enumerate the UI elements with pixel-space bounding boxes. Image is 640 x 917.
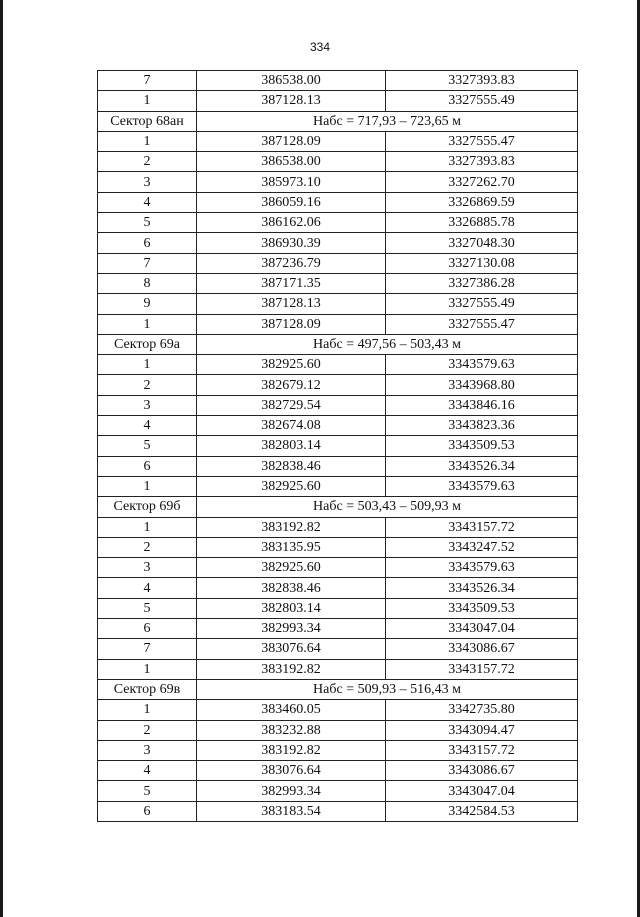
table-row [98, 355, 578, 375]
table-row [98, 781, 578, 801]
coordinate-y: 3342584.53 [386, 801, 578, 821]
coordinate-x: 387128.13 [197, 294, 386, 314]
point-number: 8 [98, 273, 197, 293]
point-number: 7 [98, 639, 197, 659]
coordinate-x: 383135.95 [197, 537, 386, 557]
coordinate-y: 3343968.80 [386, 375, 578, 395]
coordinate-x: 386538.00 [197, 71, 386, 91]
coordinate-x: 382925.60 [197, 355, 386, 375]
coordinate-x: 383232.88 [197, 720, 386, 740]
coordinate-x: 382674.08 [197, 416, 386, 436]
coordinate-x: 383076.64 [197, 761, 386, 781]
point-number: 3 [98, 740, 197, 760]
point-number: 4 [98, 761, 197, 781]
sector-header-row [98, 111, 578, 131]
coordinate-x: 387128.09 [197, 131, 386, 151]
point-number: 5 [98, 781, 197, 801]
point-number: 1 [98, 476, 197, 496]
sector-name: Сектор 69б [98, 497, 197, 517]
coordinate-x: 387236.79 [197, 253, 386, 273]
coordinate-y: 3343094.47 [386, 720, 578, 740]
coordinate-y: 3343086.67 [386, 639, 578, 659]
coordinate-y: 3327262.70 [386, 172, 578, 192]
coordinate-y: 3343047.04 [386, 781, 578, 801]
table-row [98, 213, 578, 233]
point-number: 7 [98, 71, 197, 91]
sector-height-range: Набс = 503,43 – 509,93 м [197, 497, 578, 517]
table-row [98, 720, 578, 740]
coordinate-x: 387128.09 [197, 314, 386, 334]
point-number: 6 [98, 456, 197, 476]
point-number: 3 [98, 395, 197, 415]
point-number: 6 [98, 801, 197, 821]
point-number: 5 [98, 436, 197, 456]
table-row [98, 436, 578, 456]
coordinate-y: 3343509.53 [386, 598, 578, 618]
coordinate-x: 383192.82 [197, 517, 386, 537]
coordinate-x: 383076.64 [197, 639, 386, 659]
sector-height-range: Набс = 509,93 – 516,43 м [197, 679, 578, 699]
table-row [98, 273, 578, 293]
point-number: 2 [98, 720, 197, 740]
point-number: 7 [98, 253, 197, 273]
point-number: 1 [98, 131, 197, 151]
table-row [98, 558, 578, 578]
table-row [98, 91, 578, 111]
page-number: 334 [309, 40, 331, 54]
table-row [98, 233, 578, 253]
table-row [98, 517, 578, 537]
table-row [98, 131, 578, 151]
point-number: 6 [98, 233, 197, 253]
point-number: 5 [98, 213, 197, 233]
coordinate-x: 386059.16 [197, 192, 386, 212]
table-row [98, 639, 578, 659]
point-number: 1 [98, 314, 197, 334]
table-row [98, 700, 578, 720]
table-row [98, 253, 578, 273]
point-number: 1 [98, 91, 197, 111]
coordinate-y: 3327393.83 [386, 152, 578, 172]
coordinate-x: 383192.82 [197, 740, 386, 760]
table-row [98, 537, 578, 557]
coordinate-y: 3343157.72 [386, 659, 578, 679]
point-number: 2 [98, 152, 197, 172]
coordinate-x: 382803.14 [197, 436, 386, 456]
coordinate-y: 3343846.16 [386, 395, 578, 415]
table-row [98, 192, 578, 212]
table-row [98, 761, 578, 781]
coordinate-y: 3343579.63 [386, 476, 578, 496]
point-number: 2 [98, 375, 197, 395]
coordinate-x: 382925.60 [197, 558, 386, 578]
table-row [98, 740, 578, 760]
coordinate-y: 3326885.78 [386, 213, 578, 233]
table-row [98, 456, 578, 476]
coordinate-x: 382838.46 [197, 578, 386, 598]
coordinate-y: 3327555.49 [386, 91, 578, 111]
coordinate-x: 387128.13 [197, 91, 386, 111]
table-row [98, 619, 578, 639]
coordinate-y: 3343157.72 [386, 517, 578, 537]
sector-height-range: Набс = 717,93 – 723,65 м [197, 111, 578, 131]
coordinate-x: 382838.46 [197, 456, 386, 476]
coordinate-y: 3343579.63 [386, 558, 578, 578]
coordinate-y: 3343823.36 [386, 416, 578, 436]
point-number: 2 [98, 537, 197, 557]
coordinate-y: 3327386.28 [386, 273, 578, 293]
point-number: 1 [98, 517, 197, 537]
coordinate-x: 385973.10 [197, 172, 386, 192]
coordinate-y: 3343526.34 [386, 456, 578, 476]
coordinate-x: 383183.54 [197, 801, 386, 821]
sector-name: Сектор 68ан [98, 111, 197, 131]
table-row [98, 294, 578, 314]
coordinate-x: 382925.60 [197, 476, 386, 496]
coordinate-y: 3327048.30 [386, 233, 578, 253]
coordinate-y: 3343086.67 [386, 761, 578, 781]
coordinates-table [97, 70, 578, 822]
coordinate-y: 3342735.80 [386, 700, 578, 720]
table-row [98, 71, 578, 91]
point-number: 4 [98, 416, 197, 436]
table-row [98, 801, 578, 821]
coordinate-y: 3326869.59 [386, 192, 578, 212]
coordinate-x: 382993.34 [197, 619, 386, 639]
point-number: 1 [98, 659, 197, 679]
table-row [98, 152, 578, 172]
table-row [98, 598, 578, 618]
point-number: 1 [98, 700, 197, 720]
sector-height-range: Набс = 497,56 – 503,43 м [197, 334, 578, 354]
sector-name: Сектор 69в [98, 679, 197, 699]
point-number: 4 [98, 192, 197, 212]
coordinate-y: 3343526.34 [386, 578, 578, 598]
coordinate-y: 3343579.63 [386, 355, 578, 375]
coordinate-x: 386930.39 [197, 233, 386, 253]
coordinate-x: 382729.54 [197, 395, 386, 415]
coordinate-y: 3327555.47 [386, 131, 578, 151]
table-row [98, 578, 578, 598]
coordinate-x: 383192.82 [197, 659, 386, 679]
table-row [98, 314, 578, 334]
point-number: 4 [98, 578, 197, 598]
sector-header-row [98, 334, 578, 354]
coordinate-x: 383460.05 [197, 700, 386, 720]
coordinate-y: 3327555.47 [386, 314, 578, 334]
sector-name: Сектор 69а [98, 334, 197, 354]
point-number: 3 [98, 558, 197, 578]
point-number: 5 [98, 598, 197, 618]
coordinate-x: 386538.00 [197, 152, 386, 172]
table-row [98, 375, 578, 395]
coordinate-y: 3343247.52 [386, 537, 578, 557]
table-row [98, 659, 578, 679]
coordinate-y: 3327130.08 [386, 253, 578, 273]
table-row [98, 395, 578, 415]
sector-header-row [98, 679, 578, 699]
coordinate-y: 3343047.04 [386, 619, 578, 639]
table-row [98, 172, 578, 192]
coordinate-y: 3343509.53 [386, 436, 578, 456]
point-number: 3 [98, 172, 197, 192]
coordinate-x: 382803.14 [197, 598, 386, 618]
point-number: 1 [98, 355, 197, 375]
table-row [98, 416, 578, 436]
coordinate-x: 386162.06 [197, 213, 386, 233]
page-edge-left [0, 0, 3, 917]
point-number: 6 [98, 619, 197, 639]
coordinate-y: 3327555.49 [386, 294, 578, 314]
point-number: 9 [98, 294, 197, 314]
coordinates-table-body [98, 71, 578, 822]
coordinate-x: 387171.35 [197, 273, 386, 293]
coordinate-x: 382993.34 [197, 781, 386, 801]
coordinate-x: 382679.12 [197, 375, 386, 395]
coordinate-y: 3327393.83 [386, 71, 578, 91]
sector-header-row [98, 497, 578, 517]
coordinate-y: 3343157.72 [386, 740, 578, 760]
table-row [98, 476, 578, 496]
